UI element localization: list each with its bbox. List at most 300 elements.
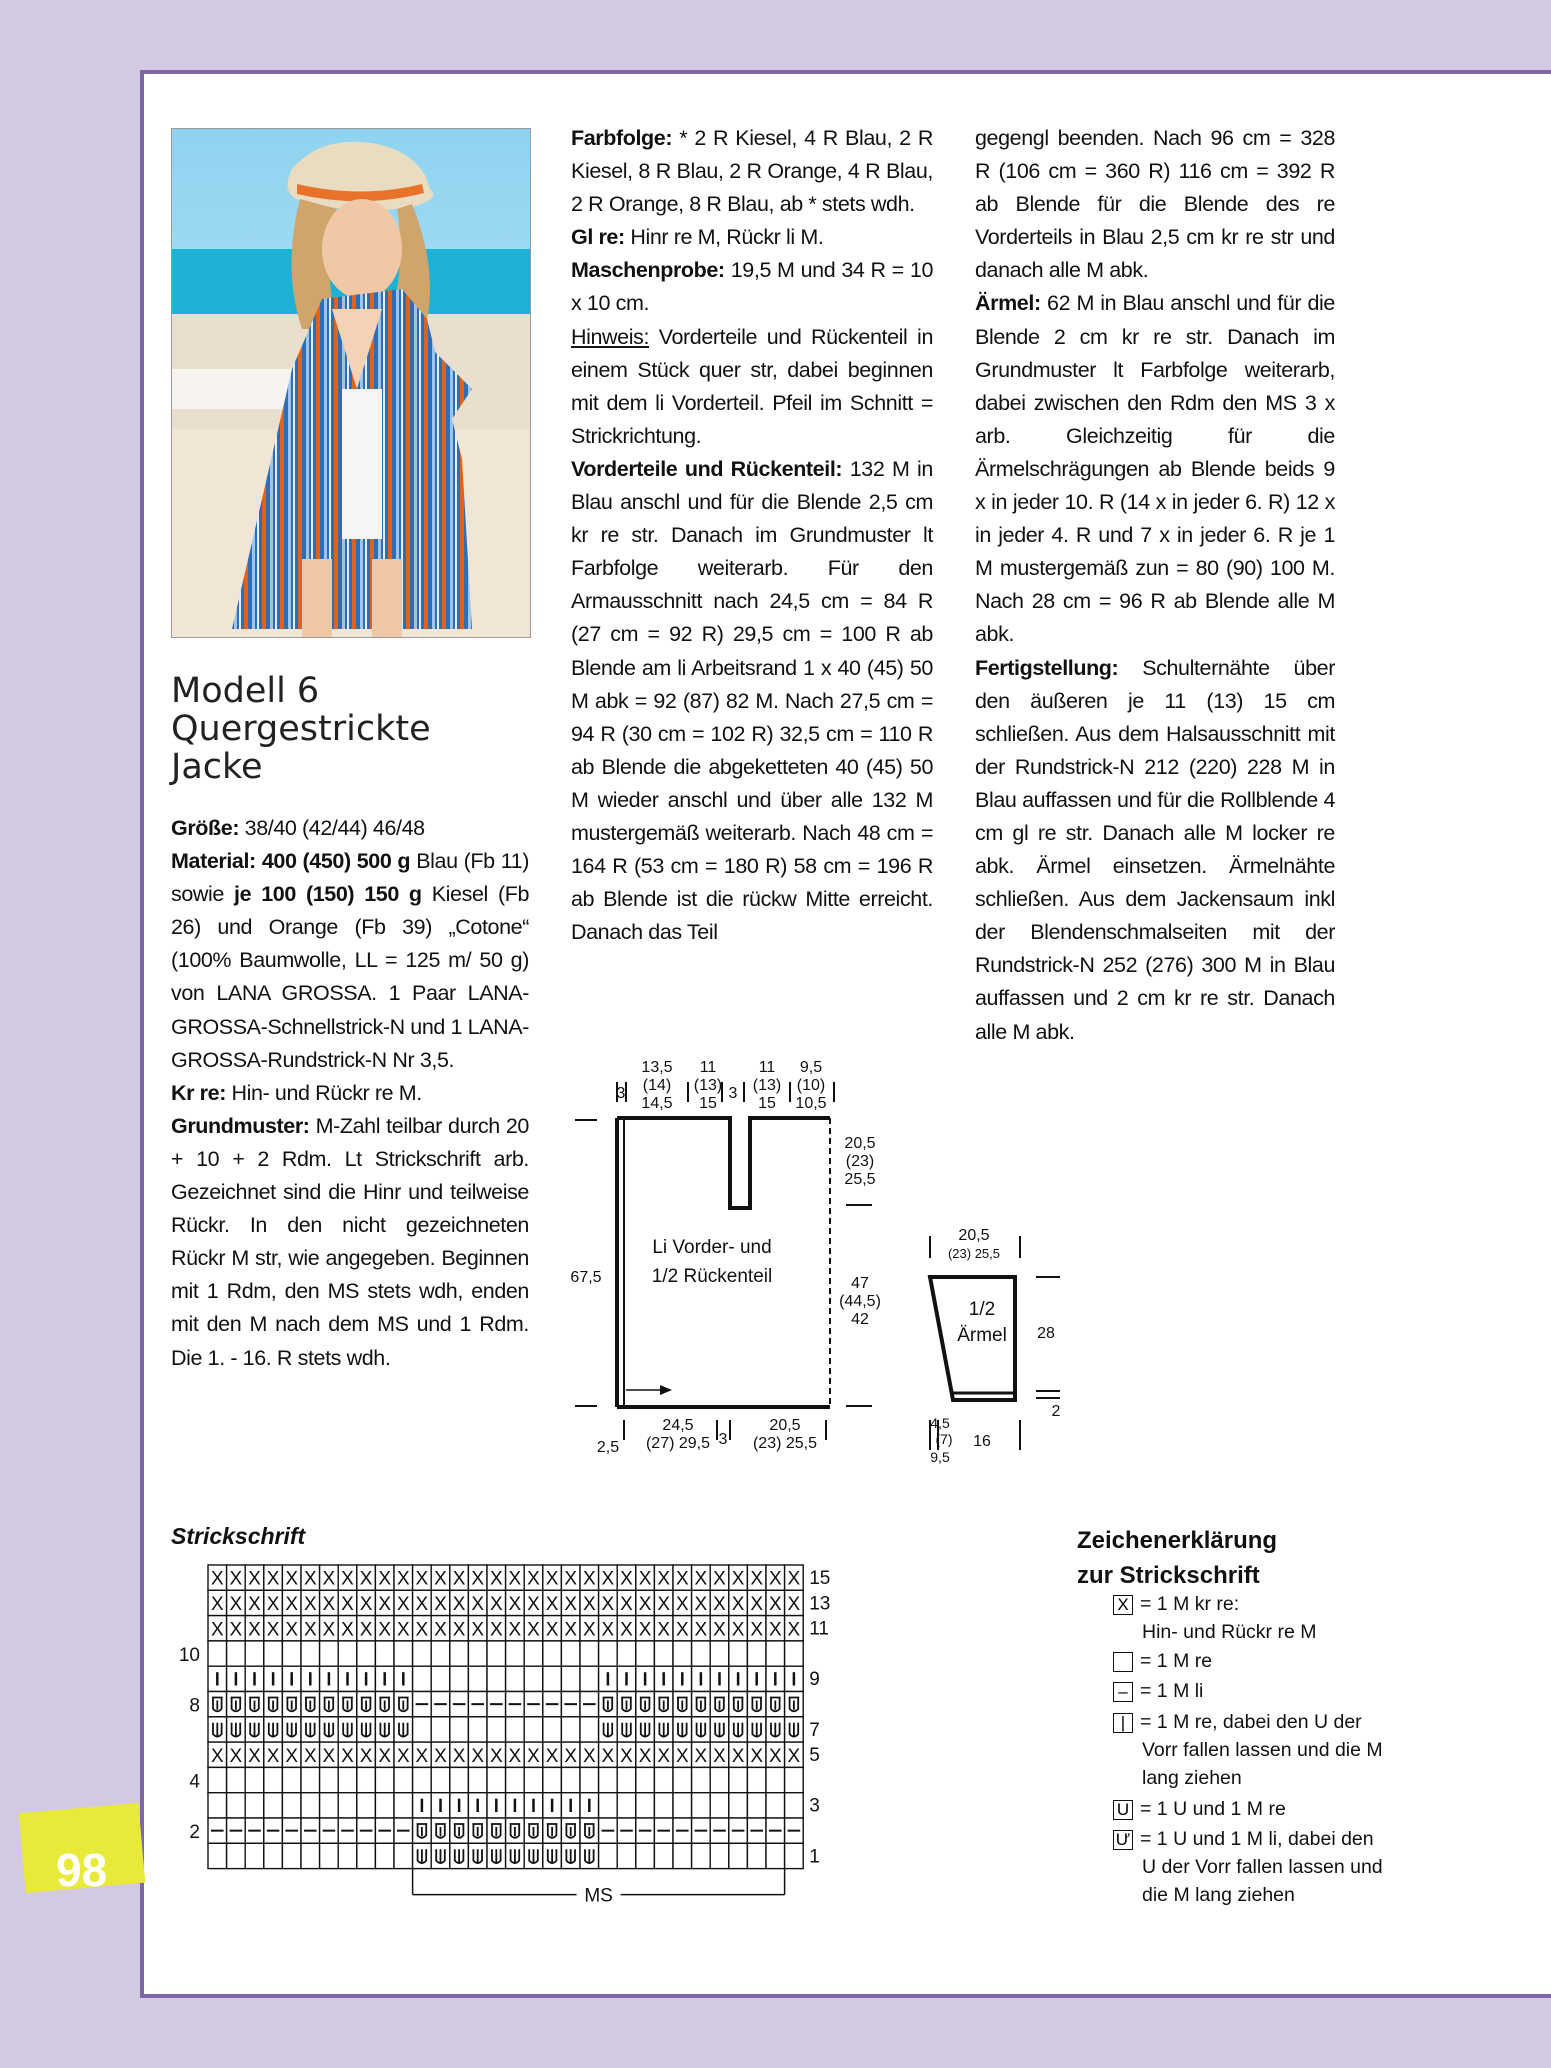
- cell-x-symbol: X: [341, 1745, 354, 1767]
- dim-top-d3: 10,5: [795, 1095, 827, 1112]
- chart-cell: [450, 1717, 469, 1742]
- cell-x-symbol: X: [266, 1619, 280, 1641]
- chart-cell: [766, 1641, 785, 1666]
- schematic-diagram: [560, 1040, 1080, 1470]
- cell-x-symbol: X: [229, 1745, 243, 1767]
- farbfolge-paragraph: [571, 122, 933, 221]
- cell-x-symbol: X: [545, 1619, 559, 1641]
- chart-cell: [710, 1843, 729, 1868]
- legend-empty-symbol: [1113, 1652, 1133, 1672]
- legend-bar-text-b: Vorr fallen lassen und die M: [1142, 1739, 1383, 1761]
- chart-cell: [357, 1641, 376, 1666]
- chart-cell: [543, 1717, 562, 1742]
- sleeve-label-2: Ärmel: [957, 1325, 1007, 1346]
- material-text-a: Blau (Fb 11) sowie: [171, 849, 529, 907]
- chart-cell: [357, 1793, 376, 1818]
- cell-x-symbol: X: [396, 1745, 410, 1767]
- cell-x-symbol: X: [582, 1619, 596, 1641]
- krre-paragraph: [171, 1077, 529, 1110]
- cell-x-symbol: X: [359, 1745, 373, 1767]
- farbfolge-label: Farbfolge:: [571, 126, 673, 150]
- chart-cell: [747, 1641, 766, 1666]
- chart-cell: [487, 1666, 506, 1691]
- chart-cell: [617, 1843, 636, 1868]
- chart-cell: [580, 1641, 599, 1666]
- chart-cell: [320, 1793, 339, 1818]
- cell-x-symbol: X: [341, 1593, 354, 1615]
- chart-cell: [673, 1641, 692, 1666]
- chart-cell: [673, 1767, 692, 1792]
- sleeve-label-1: 1/2: [968, 1299, 996, 1320]
- cell-x-symbol: X: [489, 1619, 503, 1641]
- chart-cell: [654, 1767, 673, 1792]
- chart-cell: [785, 1641, 804, 1666]
- chart-cell: [747, 1793, 766, 1818]
- cell-x-symbol: X: [229, 1619, 243, 1641]
- chart-cell: [450, 1641, 469, 1666]
- cell-x-symbol: X: [750, 1745, 764, 1767]
- grundmuster-label: Grundmuster:: [171, 1113, 310, 1138]
- chart-cell: [561, 1641, 580, 1666]
- dim-left-height: 67,5: [570, 1269, 602, 1286]
- chart-cell: [227, 1767, 246, 1792]
- model-title-line2: Quergestrickte: [171, 709, 431, 749]
- chart-cell: [282, 1843, 301, 1868]
- sleeve-bottom-a: 4,5: [930, 1415, 950, 1431]
- chart-cell: [264, 1843, 283, 1868]
- chart-cell: [580, 1666, 599, 1691]
- gauge-text: 19,5 M und 34 R = 10 x 10 cm.: [571, 258, 933, 316]
- cell-x-symbol: X: [415, 1568, 429, 1590]
- sleeve-bottom-width: 16: [973, 1433, 991, 1450]
- model-title-line1: Modell 6: [171, 671, 320, 711]
- grundmuster-paragraph: [171, 1110, 529, 1375]
- chart-row-label-left: 10: [178, 1644, 200, 1666]
- krre-text: Hin- und Rückr re M.: [225, 1080, 422, 1105]
- chart-row-label-right: 5: [809, 1745, 820, 1767]
- cell-x-symbol: X: [731, 1593, 745, 1615]
- chart-cell: [301, 1843, 320, 1868]
- body-label-1: Li Vorder- und: [652, 1237, 772, 1258]
- chart-cell: [320, 1767, 339, 1792]
- chart-cell: [208, 1641, 227, 1666]
- chart-cell: [338, 1793, 357, 1818]
- chart-cell: [357, 1767, 376, 1792]
- chart-cell: [301, 1767, 320, 1792]
- gauge-label: Maschenprobe:: [571, 258, 725, 283]
- size-label: Größe:: [171, 816, 240, 840]
- chart-cell: [599, 1793, 618, 1818]
- chart-cell: [617, 1793, 636, 1818]
- cell-x-symbol: X: [713, 1619, 726, 1641]
- cell-x-symbol: X: [434, 1619, 447, 1641]
- cell-x-symbol: X: [210, 1745, 224, 1767]
- cell-x-symbol: X: [248, 1593, 261, 1615]
- cell-x-symbol: X: [657, 1593, 671, 1615]
- chart-cell: [524, 1666, 543, 1691]
- chart-cell: [375, 1793, 394, 1818]
- chart-cell: [543, 1641, 562, 1666]
- chart-cell: [245, 1767, 264, 1792]
- body-label-2: 1/2 Rückenteil: [651, 1266, 773, 1287]
- cell-x-symbol: X: [508, 1619, 522, 1641]
- cell-x-symbol: X: [750, 1568, 764, 1590]
- material-text-c: Kiesel (Fb 26) und Orange (Fb 39) „Cotone“ (100% Baumwolle, LL = 125 m/ 50 g) von LANA GROSSA. 1 Paar LANA-GROSSA-Schnellstrick-N und 1 LANA-GROSSA-Rundstrick-N Nr 3,5.: [171, 882, 529, 1072]
- cell-x-symbol: X: [694, 1745, 708, 1767]
- page-number: 98: [56, 1844, 108, 1896]
- cell-x-symbol: X: [341, 1568, 354, 1590]
- chart-cell: [599, 1641, 618, 1666]
- cell-x-symbol: X: [378, 1593, 392, 1615]
- legend-u-symbol: U: [1113, 1800, 1133, 1820]
- glre-label: Gl re:: [571, 225, 625, 250]
- chart-cell: [264, 1641, 283, 1666]
- chart-cell: [394, 1843, 413, 1868]
- dim-right1-b: (23): [845, 1153, 875, 1170]
- chart-cell: [431, 1666, 450, 1691]
- cell-x-symbol: X: [396, 1593, 410, 1615]
- model-photo: [171, 128, 531, 638]
- chart-cell: [506, 1641, 525, 1666]
- cell-x-symbol: X: [620, 1568, 633, 1590]
- cell-x-symbol: X: [675, 1593, 689, 1615]
- chart-cell: [710, 1641, 729, 1666]
- cell-x-symbol: X: [657, 1568, 671, 1590]
- cell-x-symbol: X: [582, 1593, 596, 1615]
- chart-cell: [524, 1767, 543, 1792]
- cell-x-symbol: X: [675, 1568, 689, 1590]
- material-label: Material: 400 (450) 500 g: [171, 849, 411, 874]
- cell-x-symbol: X: [768, 1568, 782, 1590]
- chart-cell: [320, 1843, 339, 1868]
- finishing-paragraph: [975, 652, 1335, 1049]
- chart-row-label-left: 2: [189, 1822, 200, 1843]
- chart-cell: [208, 1793, 227, 1818]
- chart-row-label-right: 13: [809, 1593, 831, 1615]
- cell-x-symbol: X: [452, 1593, 466, 1615]
- chart-cell: [208, 1843, 227, 1868]
- chart-cell: [375, 1767, 394, 1792]
- chart-cell: [282, 1767, 301, 1792]
- chart-cell: [450, 1767, 469, 1792]
- cell-x-symbol: X: [266, 1593, 280, 1615]
- chart-cell: [710, 1767, 729, 1792]
- dim-bottom-a1: 24,5: [662, 1417, 694, 1434]
- sleeve-text: 62 M in Blau anschl und für die Blende 2 cm kr re str. Danach im Grundmuster lt Farbfolge weiterarb, dabei zwischen den Rdm den MS 3 x arb. Gleichzeitig für die Ärmelschrägungen ab Blende beids 9 x in jeder 10. R (14 x in jeder 6. R) 12 x in jeder 4. R und 7 x in jeder 6. R je 1 M mustergemäß zun = 80 (90) 100 M. Nach 28 cm = 96 R ab Blende alle M abk.: [975, 291, 1335, 647]
- chart-cell: [729, 1843, 748, 1868]
- chart-cell: [301, 1793, 320, 1818]
- chart-cell: [673, 1843, 692, 1868]
- cell-x-symbol: X: [248, 1619, 261, 1641]
- chart-cell: [413, 1767, 432, 1792]
- instructions-column-1: [171, 812, 529, 1375]
- dim-right2-c: 42: [851, 1311, 869, 1328]
- chart-cell: [227, 1793, 246, 1818]
- dim-top-a2: (14): [642, 1077, 672, 1094]
- chart-cell: [468, 1641, 487, 1666]
- cell-x-symbol: X: [713, 1745, 726, 1767]
- cell-x-symbol: X: [527, 1745, 540, 1767]
- chart-cell: [264, 1793, 283, 1818]
- dim-top-d1: 9,5: [799, 1059, 823, 1076]
- farbfolge-text: * 2 R Kiesel, 4 R Blau, 2 R Kiesel, 8 R Blau, 2 R Orange, 4 R Blau, 2 R Orange, 8 R Blau, ab * stets wdh.: [571, 126, 933, 217]
- chart-cell: [487, 1767, 506, 1792]
- cell-x-symbol: X: [620, 1593, 633, 1615]
- cell-x-symbol: X: [248, 1745, 261, 1767]
- cell-x-symbol: X: [210, 1593, 224, 1615]
- chart-cell: [636, 1767, 655, 1792]
- chart-cell: [580, 1717, 599, 1742]
- material-text-b: je 100 (150) 150 g: [234, 882, 422, 907]
- cell-x-symbol: X: [750, 1593, 764, 1615]
- cell-x-symbol: X: [545, 1745, 559, 1767]
- chart-cell: [599, 1843, 618, 1868]
- chart-cell: [524, 1717, 543, 1742]
- cell-x-symbol: X: [694, 1568, 708, 1590]
- cell-x-symbol: X: [229, 1593, 243, 1615]
- cell-x-symbol: X: [285, 1593, 299, 1615]
- cell-x-symbol: X: [266, 1745, 280, 1767]
- chart-cell: [431, 1717, 450, 1742]
- chart-cell: [357, 1843, 376, 1868]
- chart-cell: [413, 1666, 432, 1691]
- chart-cell: [785, 1767, 804, 1792]
- chart-cell: [338, 1843, 357, 1868]
- instructions-column-3: [975, 122, 1335, 1049]
- chart-cell: [468, 1666, 487, 1691]
- legend-title-1: Zeichenerklärung: [1077, 1527, 1278, 1554]
- cell-x-symbol: X: [675, 1619, 689, 1641]
- chart-cell: [487, 1641, 506, 1666]
- legend-x-text-a: = 1 M kr re:: [1140, 1593, 1240, 1615]
- chart-cell: [208, 1767, 227, 1792]
- sleeve-top-a: 20,5: [958, 1227, 990, 1244]
- dim-top-three-b: 3: [728, 1085, 738, 1102]
- chart-cell: [245, 1641, 264, 1666]
- cell-x-symbol: X: [471, 1745, 485, 1767]
- chart-cell: [227, 1641, 246, 1666]
- cell-x-symbol: X: [545, 1568, 559, 1590]
- cell-x-symbol: X: [768, 1593, 782, 1615]
- cell-x-symbol: X: [787, 1619, 801, 1641]
- dim-top-b1: 11: [699, 1059, 717, 1076]
- cell-x-symbol: X: [415, 1745, 429, 1767]
- model-title: [171, 672, 531, 786]
- cell-x-symbol: X: [545, 1593, 559, 1615]
- cell-x-symbol: X: [489, 1593, 503, 1615]
- cell-x-symbol: X: [396, 1568, 410, 1590]
- hinweis-label: Hinweis:: [571, 324, 650, 349]
- chart-cell: [394, 1793, 413, 1818]
- dim-bottom-b1: 20,5: [769, 1417, 801, 1434]
- cell-x-symbol: X: [359, 1593, 373, 1615]
- chart-cell: [673, 1793, 692, 1818]
- cell-x-symbol: X: [489, 1568, 503, 1590]
- dim-top-b3: 15: [699, 1095, 717, 1112]
- dim-bottom-a2: (27) 29,5: [645, 1435, 711, 1452]
- chart-cell: [692, 1641, 711, 1666]
- hinweis-text: Vorderteile und Rückenteil in einem Stück quer str, dabei beginnen mit dem li Vorderteil. Pfeil im Schnitt = Strickrichtung.: [571, 324, 933, 448]
- cell-x-symbol: X: [694, 1619, 708, 1641]
- chart-cell: [561, 1717, 580, 1742]
- cell-x-symbol: X: [787, 1568, 801, 1590]
- legend-u-text: = 1 U und 1 M re: [1140, 1798, 1286, 1820]
- body-paragraph: [571, 453, 933, 949]
- cell-x-symbol: X: [582, 1745, 596, 1767]
- legend-bar-text-c: lang ziehen: [1142, 1767, 1242, 1789]
- hinweis-paragraph: [571, 321, 933, 453]
- glre-text: Hinr re M, Rückr li M.: [624, 225, 824, 250]
- chart-cell: [506, 1717, 525, 1742]
- chart-cell: [729, 1641, 748, 1666]
- chart-cell: [543, 1767, 562, 1792]
- cell-x-symbol: X: [564, 1568, 578, 1590]
- chart-cell: [785, 1793, 804, 1818]
- cell-x-symbol: X: [303, 1745, 317, 1767]
- legend-bar-symbol: |: [1113, 1713, 1133, 1733]
- cell-x-symbol: X: [452, 1568, 466, 1590]
- cell-x-symbol: X: [415, 1619, 429, 1641]
- cell-x-symbol: X: [638, 1745, 652, 1767]
- cell-x-symbol: X: [527, 1619, 540, 1641]
- chart-cell: [766, 1793, 785, 1818]
- dim-top-c3: 15: [758, 1095, 776, 1112]
- chart-cell: [654, 1793, 673, 1818]
- chart-cell: [729, 1793, 748, 1818]
- cell-x-symbol: X: [378, 1568, 392, 1590]
- cell-x-symbol: X: [489, 1745, 503, 1767]
- finishing-text: Schulternähte über den äußeren je 11 (13) 15 cm schließen. Aus dem Halsausschnitt mit der Rundstrick-N 212 (220) 228 M in Blau auffassen und für die Rollblende 4 cm gl re str. Danach alle M locker re abk. Ärmel einsetzen. Ärmelnähte schließen. Aus dem Jackensaum inkl der Blendenschmalseiten mit der Rundstrick-N 252 (276) 300 M in Blau auffassen und 2 cm kr re str. Danach alle M abk.: [975, 655, 1335, 1044]
- chart-cell: [413, 1641, 432, 1666]
- size-text: 38/40 (42/44) 46/48: [239, 816, 425, 840]
- chart-cell: [561, 1666, 580, 1691]
- chart-row-label-right: 15: [809, 1568, 831, 1589]
- legend-empty-text: = 1 M re: [1140, 1650, 1213, 1672]
- cell-x-symbol: X: [248, 1568, 261, 1590]
- glre-paragraph: [571, 221, 933, 254]
- dim-right2-b: (44,5): [839, 1293, 881, 1310]
- cell-x-symbol: X: [434, 1568, 447, 1590]
- cell-x-symbol: X: [657, 1619, 671, 1641]
- chart-cell: [580, 1767, 599, 1792]
- chart-cell: [636, 1843, 655, 1868]
- chart-cell: [654, 1641, 673, 1666]
- chart-cell: [487, 1717, 506, 1742]
- cell-x-symbol: X: [285, 1745, 299, 1767]
- cell-x-symbol: X: [415, 1593, 429, 1615]
- cell-x-symbol: X: [694, 1593, 708, 1615]
- legend-bar-text-a: = 1 M re, dabei den U der: [1140, 1711, 1362, 1733]
- cell-x-symbol: X: [229, 1568, 243, 1590]
- chart-cell: [692, 1767, 711, 1792]
- cell-x-symbol: X: [768, 1619, 782, 1641]
- chart-row-label-right: 3: [809, 1795, 820, 1817]
- chart-title: Strickschrift: [171, 1523, 306, 1549]
- chart-cell: [506, 1767, 525, 1792]
- cell-x-symbol: X: [601, 1619, 615, 1641]
- dim-top-c2: (13): [752, 1077, 782, 1094]
- body-outline: [617, 1118, 830, 1208]
- cell-x-symbol: X: [564, 1619, 578, 1641]
- cell-x-symbol: X: [787, 1745, 801, 1767]
- cell-x-symbol: X: [508, 1745, 522, 1767]
- cell-x-symbol: X: [657, 1745, 671, 1767]
- legend-dash-symbol: –: [1113, 1682, 1133, 1702]
- cell-x-symbol: X: [266, 1568, 280, 1590]
- model-title-line3: Jacke: [171, 747, 263, 787]
- cell-x-symbol: X: [452, 1745, 466, 1767]
- cell-x-symbol: X: [638, 1619, 652, 1641]
- cell-x-symbol: X: [359, 1568, 373, 1590]
- dim-right2-a: 47: [851, 1275, 869, 1292]
- cell-x-symbol: X: [564, 1593, 578, 1615]
- chart-cell: [561, 1767, 580, 1792]
- chart-cell: [375, 1843, 394, 1868]
- chart-row-label-left: 8: [189, 1695, 200, 1717]
- legend-title: [1077, 1523, 1277, 1593]
- dim-bottom-b2: (23) 25,5: [752, 1435, 818, 1452]
- cell-x-symbol: X: [471, 1619, 485, 1641]
- sleeve-paragraph: [975, 287, 1335, 651]
- cell-x-symbol: X: [322, 1619, 336, 1641]
- chart-cell: [729, 1767, 748, 1792]
- chart-cell: [766, 1767, 785, 1792]
- cell-x-symbol: X: [452, 1619, 466, 1641]
- cell-x-symbol: X: [285, 1619, 299, 1641]
- cell-x-symbol: X: [768, 1745, 782, 1767]
- legend-title-2: zur Strickschrift: [1077, 1562, 1260, 1589]
- sleeve-cuff: 2: [1051, 1403, 1061, 1420]
- dim-top-a3: 14,5: [641, 1095, 673, 1112]
- chart-cell: [692, 1843, 711, 1868]
- chart-cell: [599, 1767, 618, 1792]
- size-paragraph: [171, 812, 529, 845]
- chart-row-label-right: 7: [809, 1719, 820, 1741]
- cell-x-symbol: X: [582, 1568, 596, 1590]
- chart-row-label-left: 4: [189, 1771, 200, 1793]
- cell-x-symbol: X: [434, 1593, 447, 1615]
- cell-x-symbol: X: [303, 1593, 317, 1615]
- sleeve-top-b: (23) 25,5: [947, 1246, 1001, 1261]
- knitting-chart: [120, 1555, 1020, 1905]
- sleeve-label: Ärmel:: [975, 291, 1041, 316]
- cell-x-symbol: X: [527, 1568, 540, 1590]
- chart-cell: [338, 1767, 357, 1792]
- dim-top-c1: 11: [758, 1059, 776, 1076]
- chart-cell: [543, 1666, 562, 1691]
- chart-cell: [301, 1641, 320, 1666]
- body-label: Vorderteile und Rückenteil:: [571, 456, 843, 481]
- cell-x-symbol: X: [731, 1619, 745, 1641]
- cell-x-symbol: X: [322, 1745, 336, 1767]
- cell-x-symbol: X: [303, 1568, 317, 1590]
- gauge-paragraph: [571, 254, 933, 320]
- cell-x-symbol: X: [322, 1593, 336, 1615]
- chart-cell: [394, 1767, 413, 1792]
- cell-x-symbol: X: [731, 1745, 745, 1767]
- chart-cell: [617, 1767, 636, 1792]
- chart-cell: [413, 1717, 432, 1742]
- cell-x-symbol: X: [731, 1568, 745, 1590]
- cell-x-symbol: X: [359, 1619, 373, 1641]
- chart-cell: [245, 1793, 264, 1818]
- continuation-paragraph: gegengl beenden. Nach 96 cm = 328 R (106 cm = 360 R) 116 cm = 392 R ab Blende für die Blende des re Vorderteils in Blau 2,5 cm kr re str und danach alle M abk.: [975, 126, 1335, 283]
- chart-cell: [450, 1666, 469, 1691]
- chart-cell: [227, 1843, 246, 1868]
- sleeve-height: 28: [1037, 1325, 1055, 1342]
- cell-x-symbol: X: [713, 1593, 726, 1615]
- chart-cell: [636, 1641, 655, 1666]
